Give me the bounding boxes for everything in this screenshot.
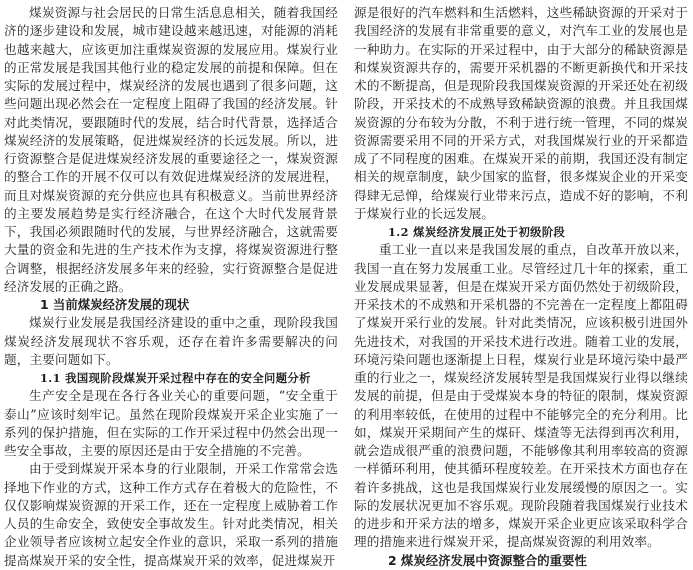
section-1-paragraph: 煤炭行业发展是我国经济建设的重中之重，现阶段我国煤炭经济发展现状不容乐观，还存在着许多需要解决的问题，主要问题如下。 [4, 315, 338, 367]
intro-paragraph: 煤炭资源与社会居民的日常生活息息相关，随着我国经济的逐步建设和发展，城市建设越来越迅速，对能源的消耗也越来越大，应该更加注重煤炭资源的发展应用。煤炭行业的正常发展是我国其他行业的稳定发展的前提和保障。但在实际的发展过程中，煤炭经济的发展也遇到了很多问题，这些问题出现必然会在一定程度上阻碍了我国的经济发展。针对此类情况，要跟随时代的发展，结合时代背景，选择适合煤炭经济的发展策略，促进煤炭经济的长远发展。所以，进行资源整合是促进煤炭经济发展的重要途径之一，煤炭资源的整合工作的开展不仅可以有效促进煤炭经济的发展进程，而且对煤炭资源的充分供应也具有积极意义。当前世界经济的主要发展趋势是实行经济融合，在这个大时代发展背景下，我国必须跟随时代的发展，与世界经济融合，这就需要大量的资金和先进的生产技术作为支撑，将煤炭资源进行整合调整，根据经济发展多年来的经验，实行资源整合是促进经济发展的正确之路。 [4, 5, 338, 294]
section-2-heading: 2 煤炭经济发展中资源整合的重要性 [388, 552, 587, 568]
section-1-heading: 1 当前煤炭经济发展的现状 [40, 297, 190, 312]
heavy-industry-paragraph: 重工业一直以来是我国发展的重点，自改革开放以来，我国一直在努力发展重工业。尽管经过几十年的探索，重工业发展成果显著，但是在煤炭开采方面仍然处于初级阶段，开采技术的不成熟和开采机器的不完善在一定程度上都阻碍了煤炭开采行业的发展。针对此类情况，应该积极引进国外先进技术，对我国的开采技术进行改进。随着工业的发展，环境污染问题也逐渐提上日程，煤炭行业是环境污染中最严重的行业之一，煤炭经济发展转型是我国煤炭行业得以继续发展的前提，但是由于受煤炭本身的特征的限制，煤炭资源的利用率较低，在使用的过程中不能够完全的充分利用。比如，煤炭开采期间产生的煤矸、煤渣等无法得到再次利用，就会造成很严重的浪费问题，不能够像其利用率较高的资源一样循环利用，使其循环程度较差。在开采技术方面也存在着许多挑战，这也是我国煤炭行业发展缓慢的原因之一。实际的发展状况更加不容乐观。现阶段随着我国煤炭行业技术的进步和开采方法的增多，煤炭开采企业更应该采取科学合理的措施来进行煤炭开采，提高煤炭资源的利用效率。 [354, 242, 688, 550]
safety-paragraph: 生产安全是现在各行各业关心的重要问题，“安全重于泰山”应该时刻牢记。虽然在现阶段煤炭开采企业实施了一系列的保护措施，但在实际的工作开采过程中仍然会出现一些安全事故，主要的原因还是由于安全措施的不完善。 [4, 388, 338, 458]
resources-paragraph: 源是很好的汽车燃料和生活燃料，这些稀缺资源的开采对于我国经济的发展有非常重要的意义，对汽车工业的发展也是一种助力。在实际的开采过程中，由于大部分的稀缺资源是和煤炭资源共存的，需要开采机器的不断更新换代和开采技术的不断提高，但是现阶段我国煤炭资源的开采还处在初级阶段，开采技术的不成熟导致稀缺资源的浪费。并且我国煤炭资源的分布较为分散，不利于进行统一管理，不同的煤炭资源需要采用不同的开采方式，对我国煤炭行业的开采都造成了不同程度的困难。在煤炭开采的前期，我国还没有制定相关的规章制度，缺少国家的监督，很多煤炭企业的开采变得肆无忌惮，给煤炭行业带来污点，造成不好的影响，不利于煤炭行业的长远发展。 [354, 5, 688, 221]
section-1-1-heading: 1.1 我国现阶段煤炭开采过程中存在的安全问题分析 [40, 371, 311, 385]
section-1-2-heading: 1.2 煤炭经济发展正处于初级阶段 [388, 225, 566, 239]
left-column [4, 4, 338, 570]
right-column [354, 4, 688, 570]
underground-paragraph: 由于受到煤炭开采本身的行业限制，开采工作常常会选择地下作业的方式，这种工作方式存在着极大的危险性，不仅仅影响煤炭资源的开采工作，还在一定程度上威胁着工作人员的生命安全，致使安全事故发生。针对此类情况，相关企业领导者应该树立起安全作业的意识，采取一系列的措施提高煤炭开采的安全性，提高煤炭开采的效率，促进煤炭开 [4, 461, 338, 568]
